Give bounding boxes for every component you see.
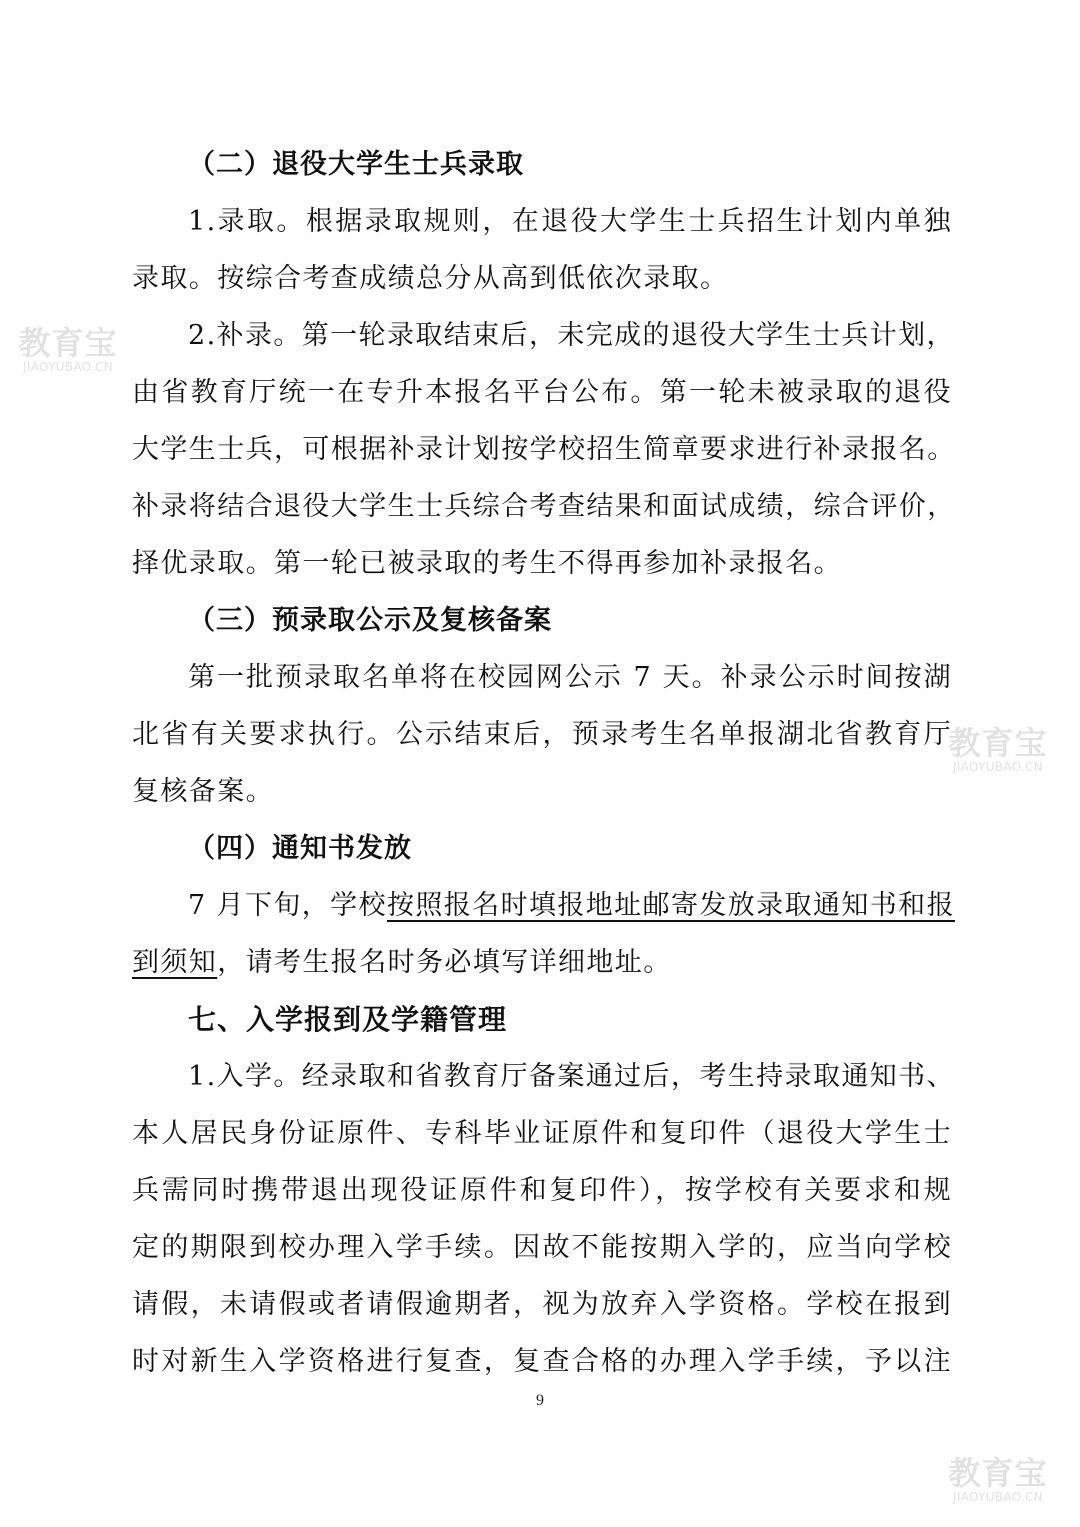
paragraph-line: 定的期限到校办理入学手续。因故不能按期入学的，应当向学校 (132, 1232, 952, 1263)
page-number: 9 (536, 1392, 544, 1409)
watermark-text: 教育宝 (18, 324, 118, 362)
paragraph-line: 2.补录。第一轮录取结束后，未完成的退役大学生士兵计划， (188, 320, 955, 351)
paragraph-line: 本人居民身份证原件、专科毕业证原件和复印件（退役大学生士 (132, 1118, 952, 1149)
paragraph-line: 复核备案。 (132, 776, 274, 807)
paragraph-line: 由省教育厅统一在专升本报名平台公布。第一轮未被录取的退役 (132, 377, 952, 408)
paragraph-text: ，请考生报名时务必填写详细地址。 (217, 947, 672, 978)
paragraph-line: 录取。按综合考查成绩总分从高到低依次录取。 (132, 263, 729, 294)
section-heading: （三）预录取公示及复核备案 (188, 605, 552, 636)
section-heading: （四）通知书发放 (188, 833, 412, 864)
paragraph-line: 大学生士兵，可根据补录计划按学校招生简章要求进行补录报名。 (132, 434, 956, 465)
document-body (132, 136, 956, 1390)
paragraph-line: 第一批预录取名单将在校园网公示 7 天。补录公示时间按湖 (188, 662, 952, 693)
paragraph-line: 择优录取。第一轮已被录取的考生不得再参加补录报名。 (132, 548, 842, 579)
underlined-text: 按照报名时填报地址邮寄发放录取通知书和报 (386, 890, 955, 921)
paragraph-line: 请假，未请假或者请假逾期者，视为放弃入学资格。学校在报到 (132, 1289, 952, 1320)
section-heading: （二）退役大学生士兵录取 (188, 149, 524, 180)
paragraph-line (132, 877, 955, 934)
watermark-logo (942, 1456, 1054, 1504)
watermark-logo (12, 326, 124, 374)
paragraph-line: 北省有关要求执行。公示结束后，预录考生名单报湖北省教育厅 (132, 719, 952, 750)
underlined-text: 到须知 (132, 947, 218, 978)
paragraph-line (132, 934, 952, 991)
watermark-subtext: JIAOYUBAO.CN (953, 1490, 1043, 1504)
paragraph-line: 1.录取。根据录取规则，在退役大学生士兵招生计划内单独 (188, 206, 952, 237)
paragraph-line: 时对新生入学资格进行复查，复查合格的办理入学手续，予以注 (132, 1346, 952, 1377)
watermark-text: 教育宝 (948, 1454, 1048, 1492)
watermark-subtext: JIAOYUBAO.CN (23, 360, 113, 374)
chapter-heading: 七、入学报到及学籍管理 (188, 1003, 508, 1036)
watermark-subtext: JIAOYUBAO.CN (953, 760, 1043, 774)
paragraph-line: 兵需同时携带退出现役证原件和复印件），按学校有关要求和规 (132, 1175, 952, 1206)
paragraph-line: 补录将结合退役大学生士兵综合考查结果和面试成绩，综合评价， (132, 491, 956, 522)
paragraph-text: 7 月下旬，学校 (188, 890, 387, 921)
watermark-logo (942, 726, 1054, 774)
watermark-text: 教育宝 (948, 724, 1048, 762)
paragraph-line: 1.入学。经录取和省教育厅备案通过后，考生持录取通知书、 (188, 1061, 955, 1092)
